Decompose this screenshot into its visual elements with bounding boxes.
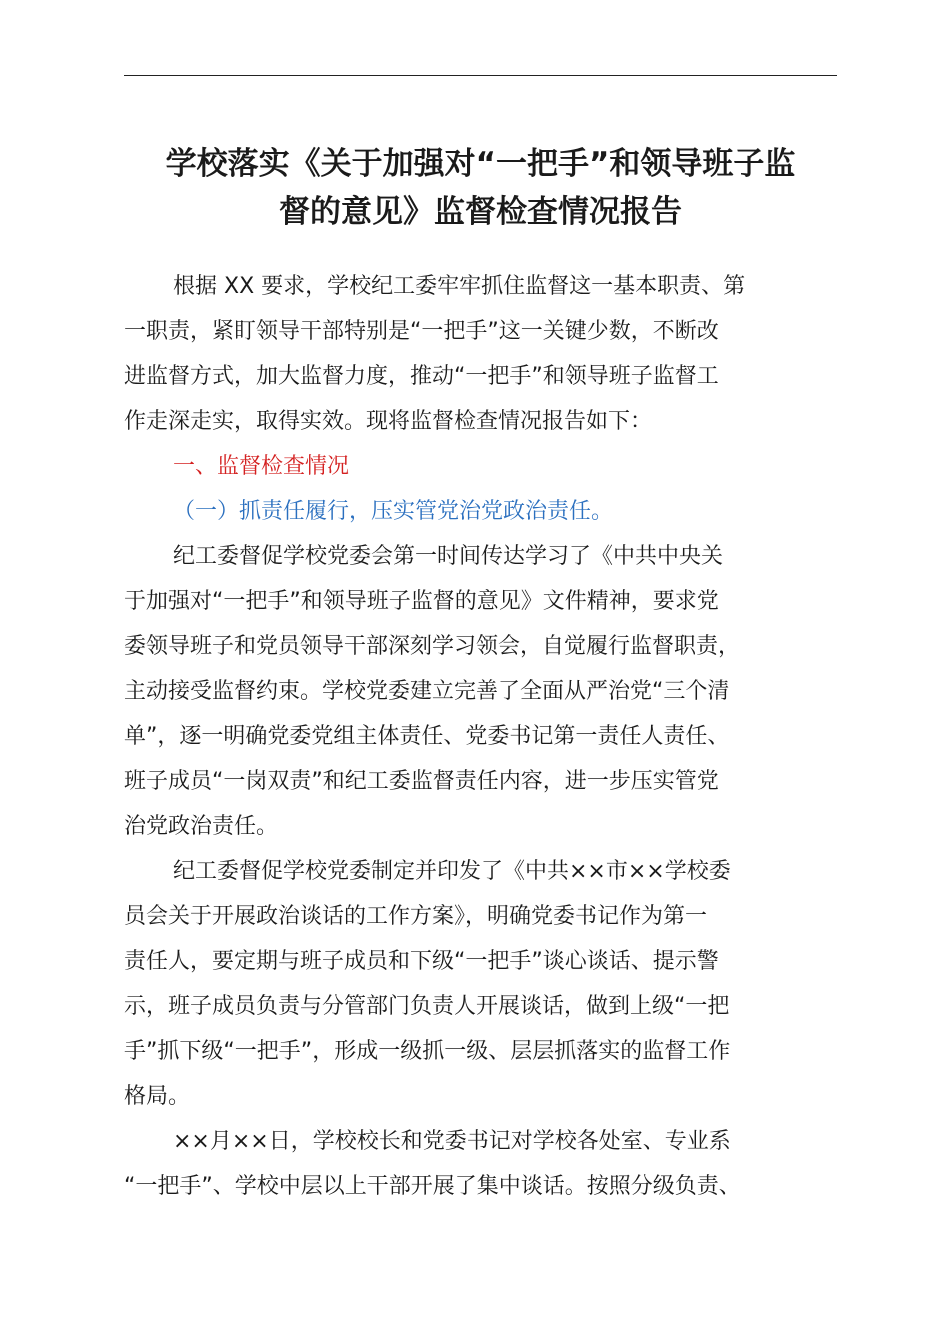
paragraph-line: ××月××日，学校校长和党委书记对学校各处室、专业系 [173, 1129, 731, 1154]
paragraph-line: 纪工委督促学校党委会第一时间传达学习了《中共中央关 [173, 544, 724, 569]
paragraph-line: 单”，逐一明确党委党组主体责任、党委书记第一责任人责任、 [124, 724, 730, 749]
paragraph-line: “一把手”、学校中层以上干部开展了集中谈话。按照分级负责、 [124, 1174, 741, 1199]
paragraph-line: 示，班子成员负责与分管部门负责人开展谈话，做到上级“一把 [124, 994, 730, 1019]
paragraph-line: 于加强对“一把手”和领导班子监督的意见》文件精神，要求党 [124, 589, 719, 614]
paragraph-line: 班子成员“一岗双责”和纪工委监督责任内容，进一步压实管党 [124, 769, 719, 794]
header-rule [124, 75, 837, 76]
title-line: 学校落实《关于加强对“一把手”和领导班子监 [165, 146, 796, 182]
subsection-heading: （一）抓责任履行，压实管党治党政治责任。 [173, 499, 614, 524]
paragraph-line: 格局。 [124, 1084, 191, 1109]
paragraph-line: 主动接受监督约束。学校党委建立完善了全面从严治党“三个清 [124, 679, 730, 704]
paragraph-line: 一职责，紧盯领导干部特别是“一把手”这一关键少数，不断改 [124, 319, 719, 344]
paragraph-line: 手”抓下级“一把手”，形成一级抓一级、层层抓落实的监督工作 [124, 1039, 731, 1064]
paragraph-line: 作走深走实，取得实效。现将监督检查情况报告如下： [124, 409, 653, 434]
paragraph-line: 根据 XX 要求，学校纪工委牢牢抓住监督这一基本职责、第 [173, 274, 746, 299]
paragraph-line: 委领导班子和党员领导干部深刻学习领会，自觉履行监督职责， [124, 634, 741, 659]
document-title [110, 140, 851, 236]
document-body [124, 264, 862, 1209]
paragraph-line: 员会关于开展政治谈话的工作方案》，明确党委书记作为第一 [124, 904, 708, 929]
section-heading: 一、监督检查情况 [173, 454, 350, 479]
paragraph-line: 责任人，要定期与班子成员和下级“一把手”谈心谈话、提示警 [124, 949, 719, 974]
paragraph-line: 治党政治责任。 [124, 814, 279, 839]
paragraph-line: 纪工委督促学校党委制定并印发了《中共××市××学校委 [173, 859, 731, 884]
title-line: 督的意见》监督检查情况报告 [279, 194, 682, 230]
paragraph-line: 进监督方式，加大监督力度，推动“一把手”和领导班子监督工 [124, 364, 719, 389]
